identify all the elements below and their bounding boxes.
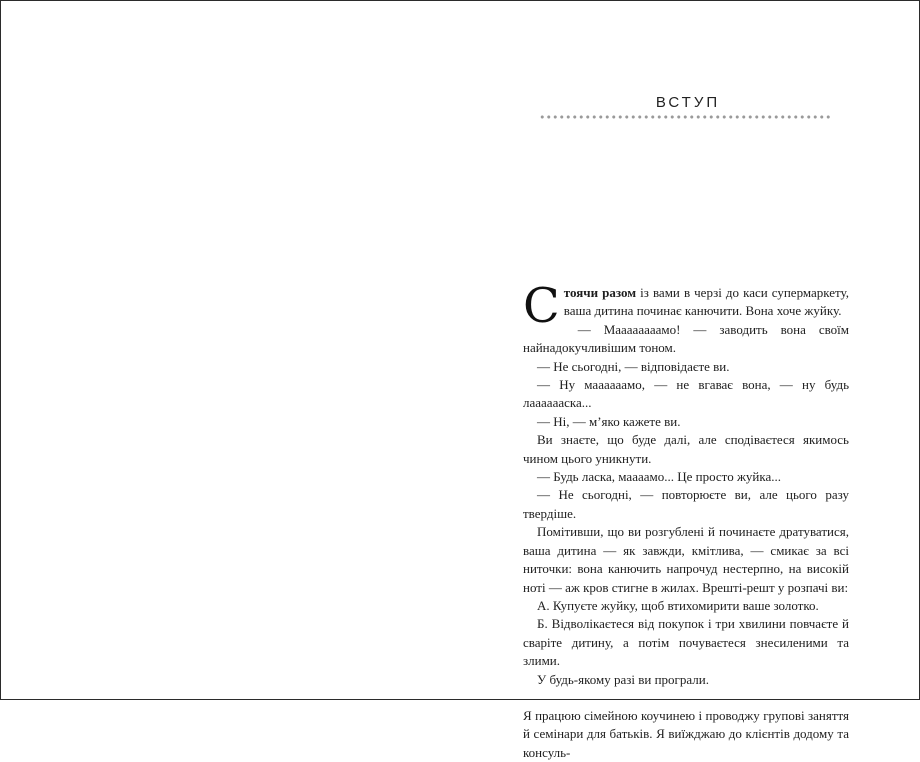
dialogue-line: — Маааааааамо! — заводить вона своїм найнадокучливішим тоном.: [523, 321, 849, 356]
dotted-divider: [539, 113, 831, 121]
dialogue-line: — Будь ласка, маааамо... Це просто жуйка...: [537, 469, 782, 485]
paragraph: У будь-якому разі ви програли.: [537, 671, 709, 687]
opening-paragraph: [523, 278, 849, 334]
paragraph: Помітивши, що ви розгублені й починаєте дратуватися, ваша дитина — як завжди, кмітлива, — смикає за всі ниточки: вона канючить напрочуд нестерпно, на високій ноті — аж кров стигне в жилах. Врешті-решт у розпачі ви:: [523, 524, 849, 595]
section-break: [523, 689, 849, 707]
dialogue-line: — Не сьогодні, — відповідаєте ви.: [537, 358, 730, 374]
dropcap-letter: С: [523, 278, 560, 334]
lead-in-text: тоячи разом: [563, 285, 637, 300]
chapter-title: ВСТУП: [655, 94, 721, 111]
right-page: [523, 1, 853, 760]
dialogue-line: — Не сьогодні, — повторюєте ви, але цього разу твердіше.: [523, 487, 849, 521]
paragraph: Ви знаєте, що буде далі, але сподіваєтеся якимось чином цього уникнути.: [523, 432, 849, 466]
paragraph-text: із вами в черзі до каси супермаркету, ваша дитина починає канючити. Вона хоче жуйку.: [563, 285, 849, 319]
dialogue-line: — Ну маааааамо, — не вгаває вона, — ну будь лааааааска...: [523, 377, 849, 411]
body-text: [523, 278, 849, 762]
dialogue-line: — Ні, — м’яко кажете ви.: [537, 413, 681, 429]
section-paragraph: Я працюю сімейною коучинею і проводжу групові заняття й семінари для батьків. Я виїжджаю до клієнтів додому та консуль-: [523, 707, 849, 760]
option-b: Б. Відволікаєтеся від покупок і три хвилини повчаєте й сваріте дитину, а потім почуваєтеся знесиленими та злими.: [523, 616, 849, 669]
option-a: А. Купуєте жуйку, щоб втихомирити ваше золотко.: [537, 597, 819, 613]
